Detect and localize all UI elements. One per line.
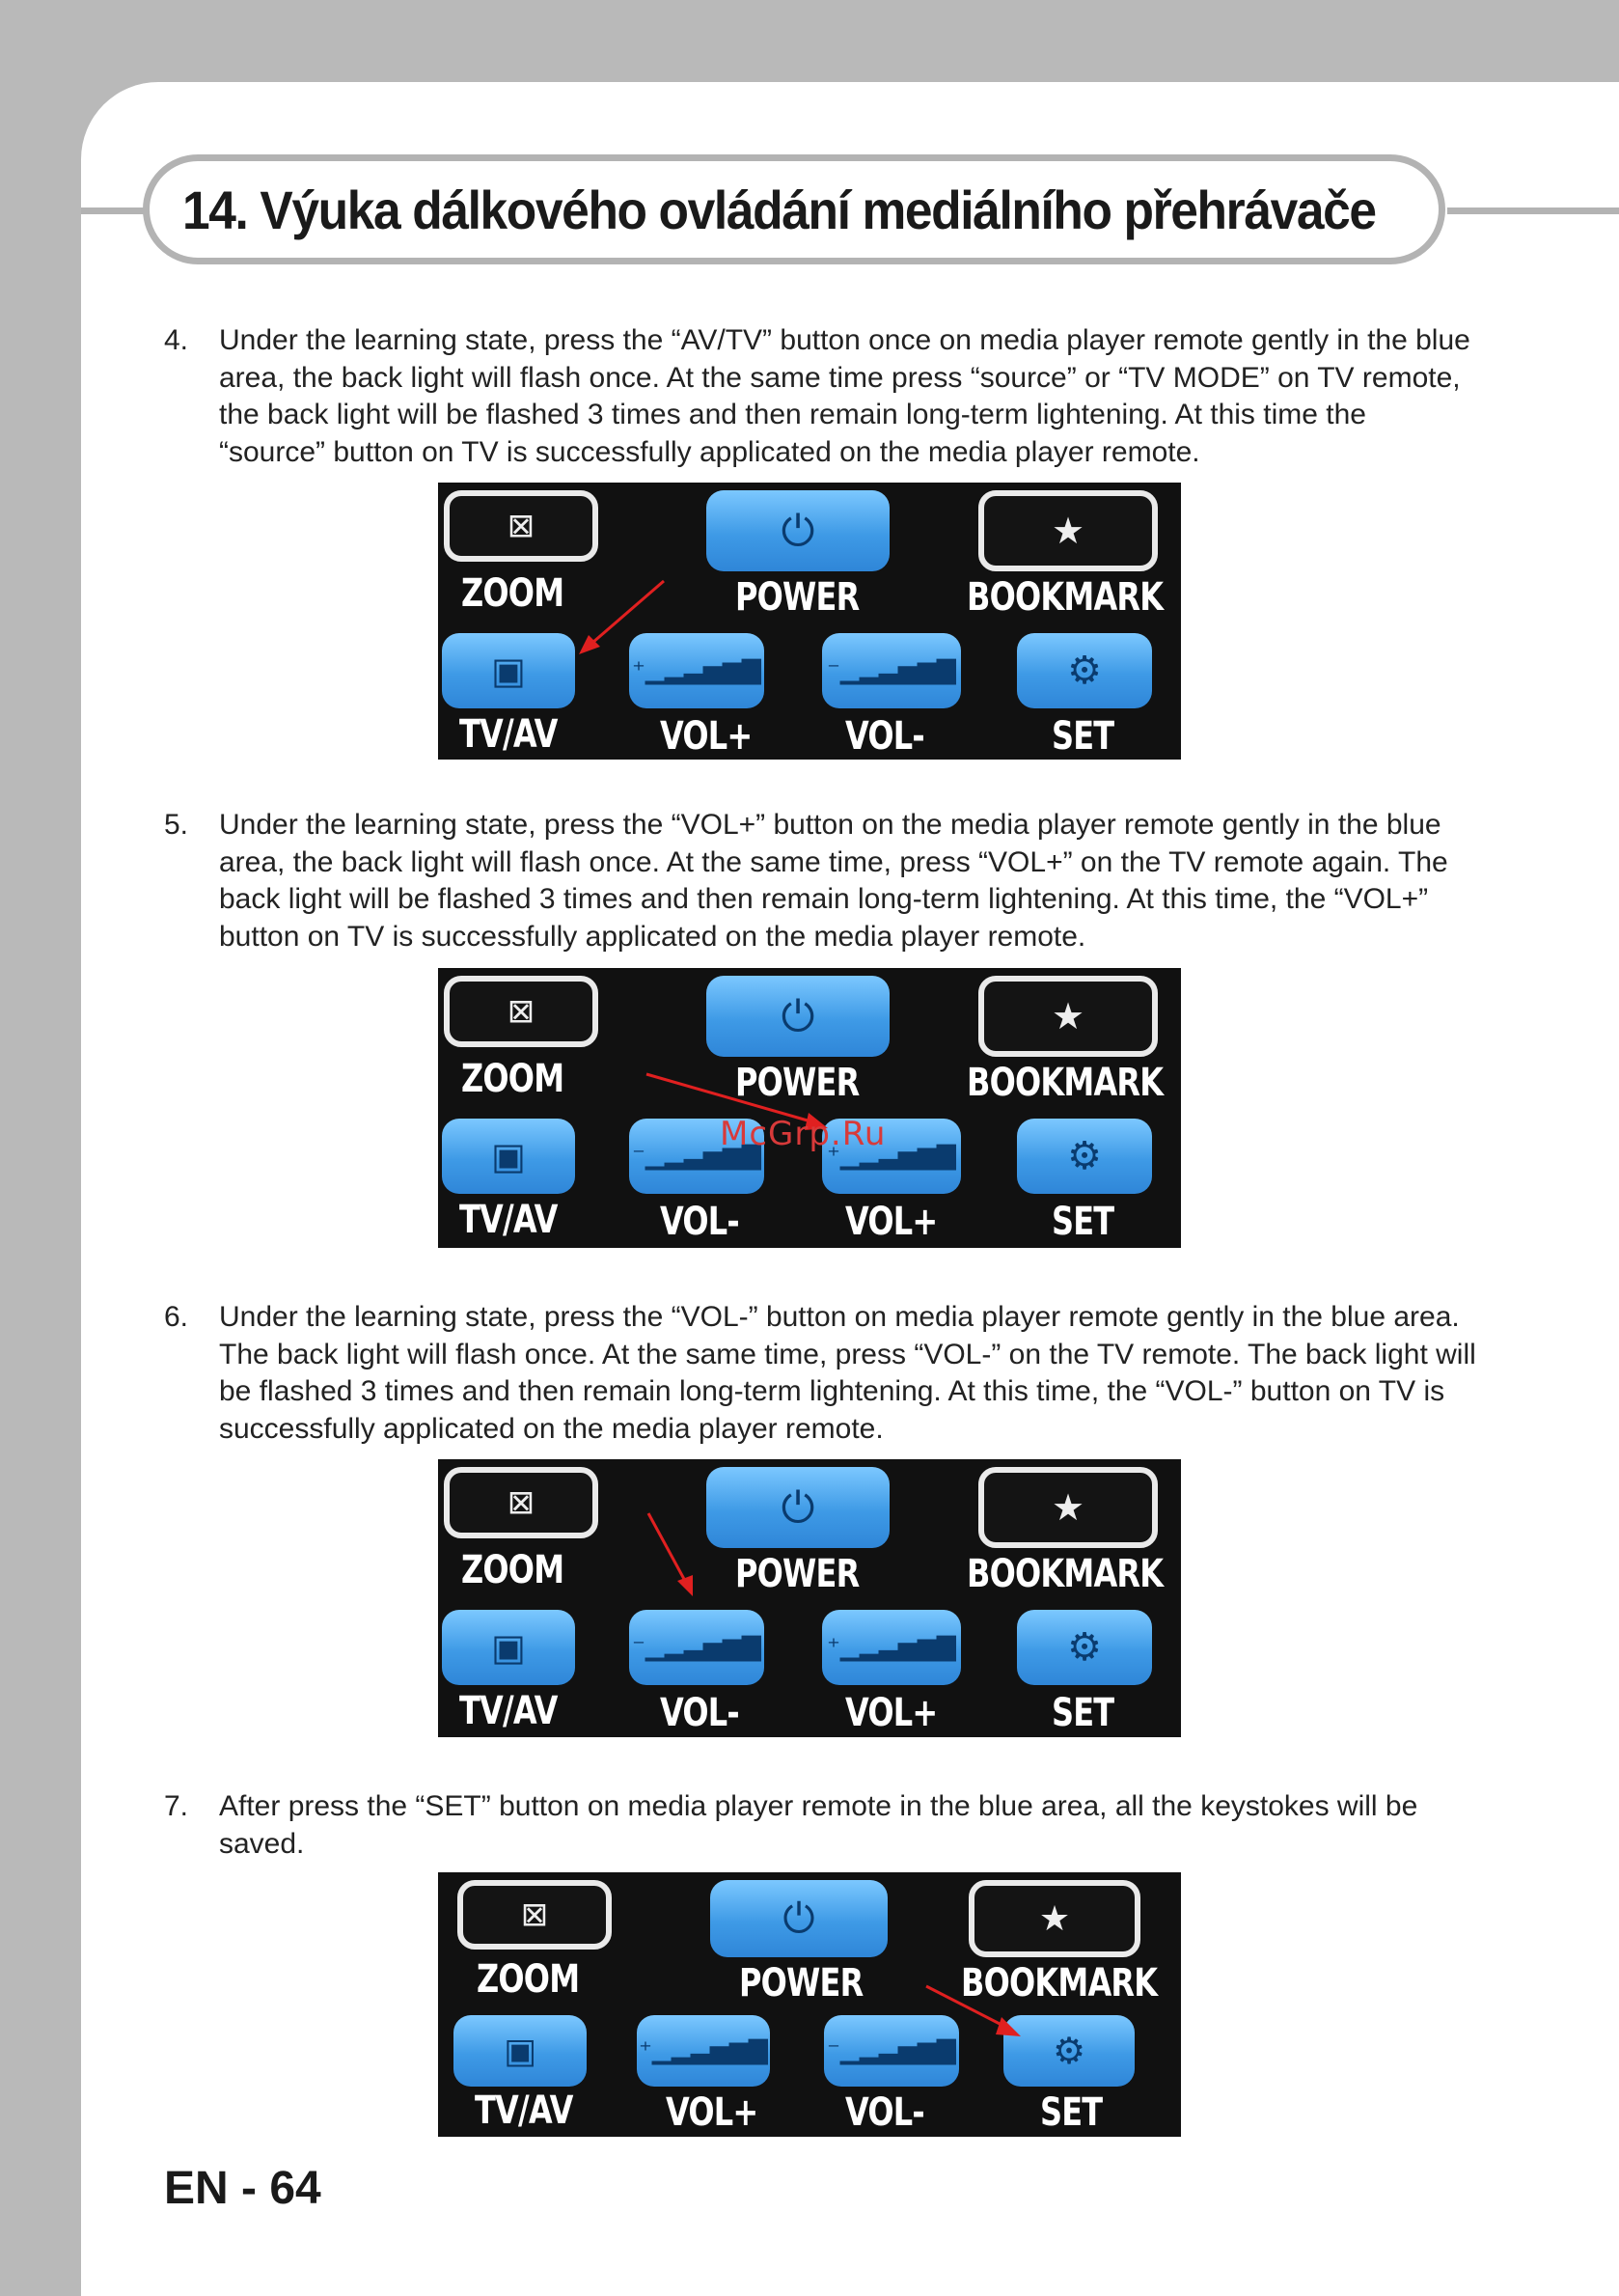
pointer-arrow	[438, 1459, 1181, 1737]
volume-bars-icon: ⁺▁▂▃▅▆▇	[632, 656, 761, 685]
volume-bars-icon: ⁻▁▂▃▅▆▇	[827, 656, 956, 685]
zoom-label: ZOOM	[477, 1957, 580, 2002]
power-label: POWER	[735, 575, 860, 620]
pointer-arrow	[438, 968, 1181, 1248]
zoom-label: ZOOM	[461, 571, 564, 616]
vol-minus-label: VOL-	[845, 714, 924, 759]
star-icon: ★	[1051, 995, 1085, 1037]
gear-icon: ⚙	[1052, 2030, 1086, 2072]
page-title: 14. Výuka dálkového ovládání mediálního přehrávače	[182, 179, 1376, 240]
volume-bars-icon: ⁺▁▂▃▅▆▇	[639, 2036, 768, 2065]
screen-icon: ▣	[491, 650, 526, 692]
gear-icon: ⚙	[1067, 649, 1102, 693]
volume-bars-icon: ⁻▁▂▃▅▆▇	[632, 1633, 761, 1662]
set-label: SET	[1052, 1200, 1114, 1244]
pointer-arrow	[438, 1872, 1181, 2137]
volume-bars-icon: ⁺▁▂▃▅▆▇	[827, 1142, 956, 1171]
screen-icon: ▣	[491, 1135, 526, 1177]
bookmark-label: BOOKMARK	[967, 575, 1164, 620]
vol-minus-label: VOL-	[845, 2090, 924, 2135]
step-text: Under the learning state, press the “VOL+” button on the media player remote gently in the blue area, the back light will flash once. At the same time, press “VOL+” on the TV remote again. The back light will be flashed 3 times and then remain long-term lightening. At this time, the “VOL+” button on TV is successfully applicated on the media player remote.	[219, 809, 1448, 953]
header-rule-right	[1447, 207, 1619, 214]
power-label: POWER	[735, 1061, 860, 1105]
zoom-icon: ⊠	[507, 1483, 535, 1522]
step-number: 6.	[164, 1301, 189, 1333]
gear-icon: ⚙	[1067, 1625, 1102, 1670]
volume-bars-icon: ⁺▁▂▃▅▆▇	[827, 1633, 956, 1662]
step-7	[164, 1788, 1476, 1863]
power-label: POWER	[735, 1552, 860, 1596]
pointer-arrow	[438, 483, 1181, 760]
screen-icon: ▣	[503, 2031, 536, 2071]
step-4	[164, 322, 1476, 471]
tvav-label: TV/AV	[475, 2089, 573, 2133]
tvav-label: TV/AV	[459, 712, 558, 757]
set-label: SET	[1052, 714, 1114, 759]
zoom-icon: ⊠	[507, 507, 535, 545]
vol-plus-label: VOL+	[845, 1200, 938, 1244]
vol-minus-label: VOL-	[660, 1691, 739, 1735]
volume-bars-icon: ⁻▁▂▃▅▆▇	[827, 2036, 956, 2065]
power-label: POWER	[739, 1961, 864, 2006]
volume-bars-icon: ⁻▁▂▃▅▆▇	[632, 1142, 761, 1171]
zoom-icon: ⊠	[507, 992, 535, 1031]
bookmark-label: BOOKMARK	[961, 1961, 1158, 2006]
power-icon: ⏻	[781, 506, 815, 556]
tvav-label: TV/AV	[459, 1689, 558, 1733]
step-6	[164, 1299, 1476, 1448]
step-5	[164, 807, 1476, 955]
remote-image-1	[438, 483, 1181, 760]
vol-minus-label: VOL-	[660, 1200, 739, 1244]
header-title-box	[143, 154, 1445, 264]
watermark-text: McGrp.Ru	[720, 1115, 887, 1153]
power-icon: ⏻	[782, 1895, 815, 1942]
zoom-icon: ⊠	[520, 1895, 549, 1934]
set-label: SET	[1052, 1691, 1114, 1735]
gear-icon: ⚙	[1067, 1134, 1102, 1178]
star-icon: ★	[1051, 1486, 1085, 1529]
vol-plus-label: VOL+	[660, 714, 753, 759]
header-rule-left	[81, 207, 149, 214]
bookmark-label: BOOKMARK	[967, 1061, 1164, 1105]
star-icon: ★	[1051, 510, 1085, 552]
star-icon: ★	[1038, 1898, 1071, 1939]
power-icon: ⏻	[781, 991, 815, 1041]
set-label: SET	[1040, 2090, 1103, 2135]
page-number: EN - 64	[164, 2163, 321, 2214]
tvav-label: TV/AV	[459, 1198, 558, 1242]
power-icon: ⏻	[781, 1482, 815, 1533]
step-number: 4.	[164, 324, 189, 356]
step-text: Under the learning state, press the “VOL-” button on media player remote gently in the blue area. The back light will flash once. At the same time, press “VOL-” on the TV remote. The back light will be flashed 3 times and then remain long-term lightening. At this time, the “VOL-” button on TV is successfully applicated on the media player remote.	[219, 1301, 1476, 1445]
zoom-label: ZOOM	[461, 1057, 564, 1101]
bookmark-label: BOOKMARK	[967, 1552, 1164, 1596]
zoom-label: ZOOM	[461, 1548, 564, 1592]
screen-icon: ▣	[491, 1626, 526, 1669]
remote-image-2	[438, 968, 1181, 1248]
vol-plus-label: VOL+	[845, 1691, 938, 1735]
step-number: 5.	[164, 809, 189, 841]
step-text: After press the “SET” button on media player remote in the blue area, all the keystokes will be saved.	[219, 1790, 1418, 1860]
remote-image-3	[438, 1459, 1181, 1737]
step-text: Under the learning state, press the “AV/TV” button once on media player remote gently in the blue area, the back light will flash once. At the same time press “source” or “TV MODE” on TV remote, the back light will be flashed 3 times and then remain long-term lightening. At this time the “source” button on TV is successfully applicated on the media player remote.	[219, 324, 1470, 468]
step-number: 7.	[164, 1790, 189, 1822]
remote-image-4	[438, 1872, 1181, 2137]
vol-plus-label: VOL+	[666, 2090, 758, 2135]
